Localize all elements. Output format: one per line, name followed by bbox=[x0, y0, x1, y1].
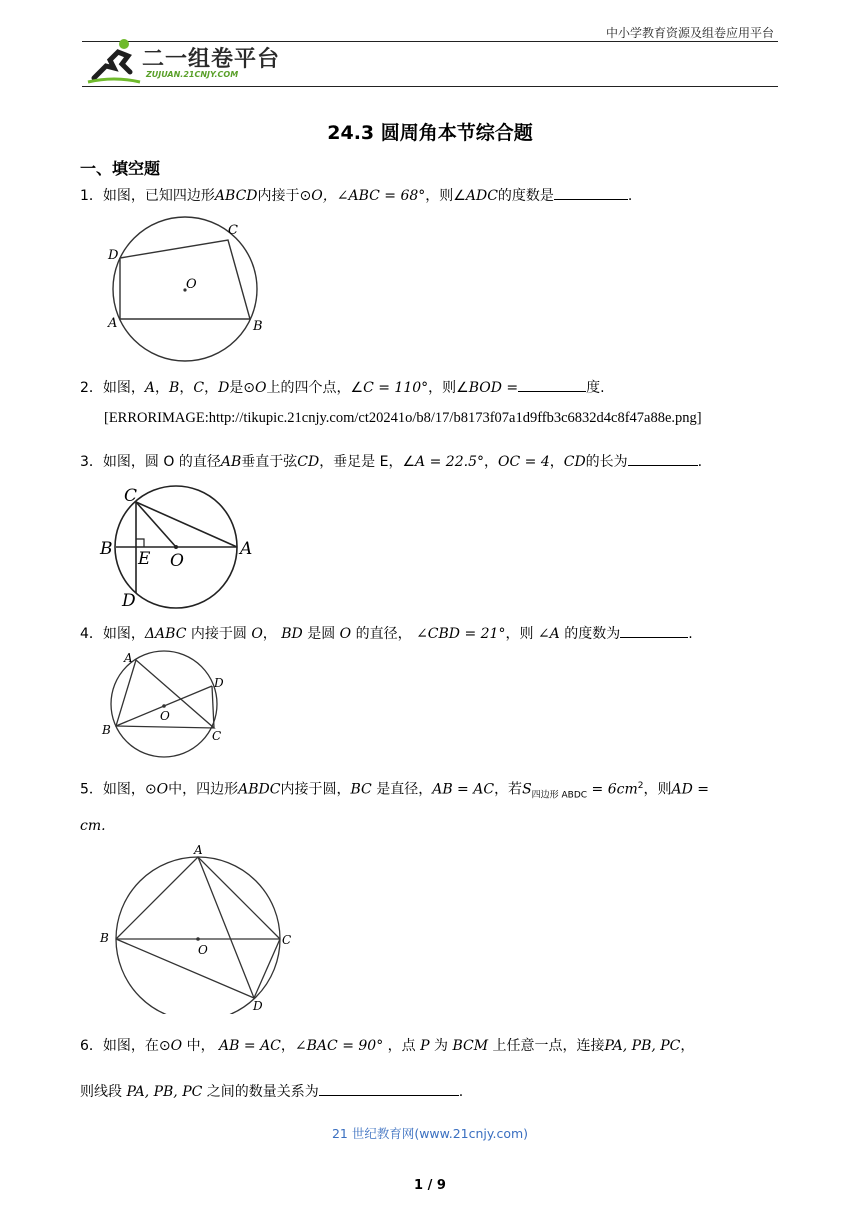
svg-text:D: D bbox=[253, 999, 263, 1013]
question-5: 5．如图，⊙O中，四边形ABDC内接于圆，BC 是直径，AB = AC，若$S_{四边形 ABDC} = 6cm^2$，则AD = bbox=[80, 781, 709, 801]
footer-link[interactable]: 21 世纪教育网(www.21cnjy.com) bbox=[331, 1126, 529, 1141]
question-5-line2: cm. bbox=[80, 818, 106, 834]
svg-text:B: B bbox=[102, 723, 111, 737]
svg-text:B: B bbox=[100, 931, 109, 945]
logo-text: 二一组卷平台 bbox=[142, 47, 281, 72]
figure-5 bbox=[98, 842, 298, 1014]
header-rule-bottom bbox=[82, 86, 778, 87]
question-2: 2．如图，A，B，C，D是⊙O上的四个点，∠C = 110°，则∠BOD = 度. bbox=[80, 376, 605, 400]
svg-text:C: C bbox=[212, 729, 222, 743]
figure-4 bbox=[98, 648, 238, 760]
page-title: 24.3 圆周角本节综合题 bbox=[327, 122, 533, 144]
question-3: 3．如图，圆 O 的直径AB垂直于弦CD，垂足是 E，∠A = 22.5°，OC = 4，CD的长为 . bbox=[80, 450, 702, 474]
svg-text:O: O bbox=[186, 277, 197, 292]
svg-text:B: B bbox=[253, 319, 263, 334]
svg-text:D: D bbox=[122, 591, 136, 611]
svg-text:C: C bbox=[124, 486, 138, 506]
error-image-placeholder: [ERRORIMAGE:http://tikupic.21cnjy.com/ct20241o/b8/17/b8173f07a1d9ffb3c6832d4c8f47a88e.png] bbox=[104, 410, 702, 426]
question-6-line2: 则线段 PA, PB, PC 之间的数量关系为 . bbox=[80, 1080, 463, 1104]
svg-text:D: D bbox=[214, 676, 224, 690]
answer-blank[interactable] bbox=[518, 377, 586, 392]
svg-text:E: E bbox=[138, 549, 151, 569]
svg-text:C: C bbox=[228, 223, 238, 238]
svg-text:O: O bbox=[160, 709, 170, 723]
answer-blank[interactable] bbox=[319, 1081, 459, 1096]
question-1: 1．如图，已知四边形ABCD内接于⊙O，∠ABC = 68°，则∠ADC的度数是 . bbox=[80, 184, 632, 208]
section-heading: 一、填空题 bbox=[80, 159, 161, 178]
site-logo[interactable] bbox=[84, 38, 284, 84]
question-6: 6．如图，在⊙O 中， AB = AC，∠BAC = 90° ，点 P 为 BCM 上任意一点，连接PA, PB, PC， bbox=[80, 1038, 695, 1054]
figure-1 bbox=[100, 214, 270, 364]
logo-url: ZUJUAN.21CNJY.COM bbox=[146, 70, 239, 79]
svg-text:O: O bbox=[170, 551, 184, 571]
question-4: 4．如图，ΔABC 内接于圆 O， BD 是圆 O 的直径， ∠CBD = 21°，则 ∠A 的度数为 . bbox=[80, 622, 693, 646]
figure-3 bbox=[96, 484, 266, 612]
svg-text:A: A bbox=[108, 316, 118, 331]
svg-text:A: A bbox=[194, 843, 203, 857]
svg-text:A: A bbox=[240, 539, 253, 559]
svg-text:A: A bbox=[124, 651, 133, 665]
answer-blank[interactable] bbox=[628, 451, 698, 466]
answer-blank[interactable] bbox=[620, 623, 688, 638]
svg-text:D: D bbox=[108, 248, 119, 263]
svg-text:B: B bbox=[100, 539, 113, 559]
svg-text:C: C bbox=[282, 933, 292, 947]
svg-text:O: O bbox=[198, 943, 208, 957]
page-number: 1 / 9 bbox=[414, 1178, 446, 1193]
answer-blank[interactable] bbox=[554, 185, 628, 200]
platform-name: 中小学教育资源及组卷应用平台 bbox=[605, 26, 774, 40]
